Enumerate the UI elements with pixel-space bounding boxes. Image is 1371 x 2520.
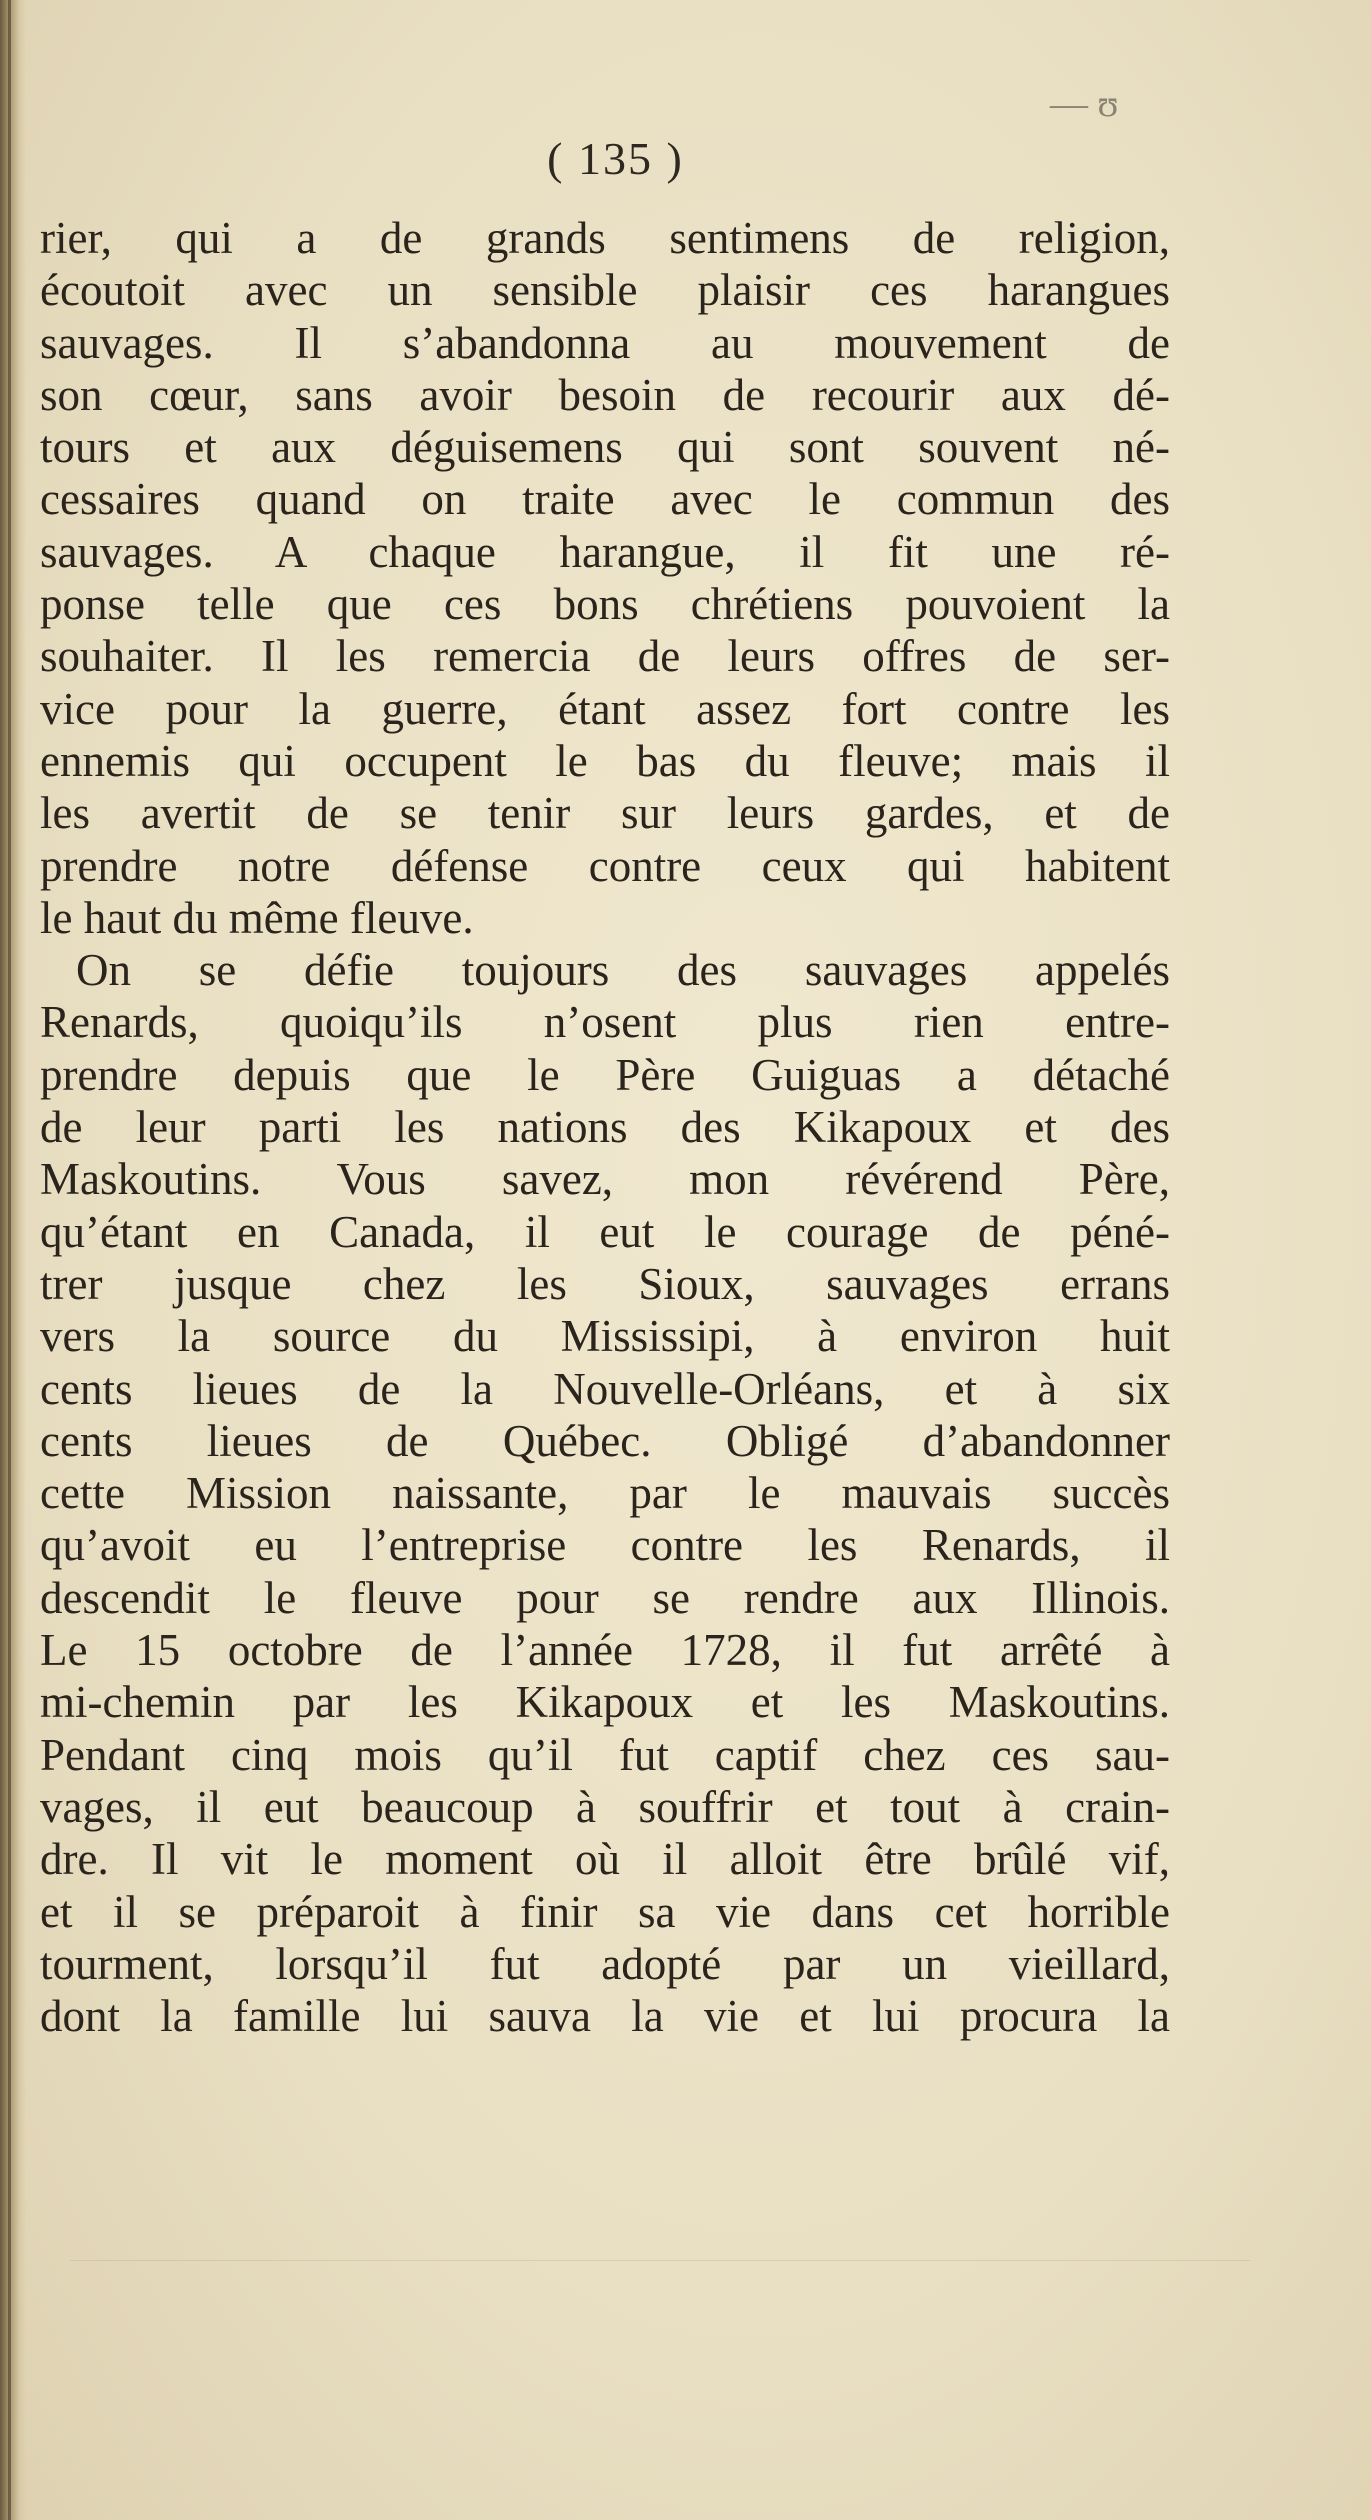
text-line: dre. Il vit le moment où il alloit être brûlé vif,: [40, 1834, 1170, 1885]
text-line: ponse telle que ces bons chrétiens pouvoient la: [40, 579, 1170, 630]
text-line: tours et aux déguisemens qui sont souvent né-: [40, 422, 1170, 473]
text-line: descendit le fleuve pour se rendre aux Illinois.: [40, 1572, 1170, 1623]
text-line: mi-chemin par les Kikapoux et les Maskoutins.: [40, 1677, 1170, 1728]
text-line: sauvages. Il s’abandonna au mouvement de: [40, 317, 1170, 368]
text-line: et il se préparoit à finir sa vie dans cet horrible: [40, 1886, 1170, 1937]
text-line: écoutoit avec un sensible plaisir ces harangues: [40, 265, 1170, 316]
text-line: cessaires quand on traite avec le commun des: [40, 474, 1170, 525]
text-line: souhaiter. Il les remercia de leurs offres de ser-: [40, 631, 1170, 682]
page-faint-rule: [70, 2260, 1250, 2261]
text-line: sauvages. A chaque harangue, il fit une ré-: [40, 526, 1170, 577]
text-line: On se défie toujours des sauvages appelés: [76, 945, 1170, 996]
text-line: dont la famille lui sauva la vie et lui procura la: [40, 1991, 1170, 2042]
text-line: Pendant cinq mois qu’il fut captif chez ces sau-: [40, 1729, 1170, 1780]
binding-edge-line: [8, 0, 11, 2520]
text-line: ennemis qui occupent le bas du fleuve; mais il: [40, 735, 1170, 786]
page-header: [0, 132, 1371, 185]
text-line: vice pour la guerre, étant assez fort contre les: [40, 683, 1170, 734]
text-line: qu’étant en Canada, il eut le courage de péné-: [40, 1206, 1170, 1257]
paragraph-1: [40, 212, 1170, 944]
paragraph-2: [40, 944, 1170, 2042]
text-line: les avertit de se tenir sur leurs gardes, et de: [40, 788, 1170, 839]
text-line: cette Mission naissante, par le mauvais succès: [40, 1468, 1170, 1519]
corner-mark: — ʊ: [1050, 83, 1119, 125]
text-line: qu’avoit eu l’entreprise contre les Renards, il: [40, 1520, 1170, 1571]
body-text: [40, 212, 1170, 2042]
text-line: prendre notre défense contre ceux qui habitent: [40, 840, 1170, 891]
page-number: ( 135 ): [547, 133, 684, 184]
text-line: cents lieues de la Nouvelle-Orléans, et à six: [40, 1363, 1170, 1414]
text-line: vers la source du Mississipi, à environ huit: [40, 1311, 1170, 1362]
text-line: son cœur, sans avoir besoin de recourir aux dé-: [40, 369, 1170, 420]
text-line: trer jusque chez les Sioux, sauvages errans: [40, 1258, 1170, 1309]
text-line: Maskoutins. Vous savez, mon révérend Père,: [40, 1154, 1170, 1205]
text-line: Le 15 octobre de l’année 1728, il fut arrêté à: [40, 1625, 1170, 1676]
text-line: tourment, lorsqu’il fut adopté par un vieillard,: [40, 1938, 1170, 1989]
text-line: rier, qui a de grands sentimens de religion,: [40, 213, 1170, 263]
text-line: cents lieues de Québec. Obligé d’abandonner: [40, 1415, 1170, 1466]
text-line: de leur parti les nations des Kikapoux et des: [40, 1102, 1170, 1153]
text-line: le haut du même fleuve.: [40, 892, 474, 943]
text-line: vages, il eut beaucoup à souffrir et tout à crain-: [40, 1781, 1170, 1832]
text-line: prendre depuis que le Père Guiguas a détaché: [40, 1049, 1170, 1100]
text-line: Renards, quoiqu’ils n’osent plus rien entre-: [40, 997, 1170, 1048]
binding-gutter: [0, 0, 26, 2520]
